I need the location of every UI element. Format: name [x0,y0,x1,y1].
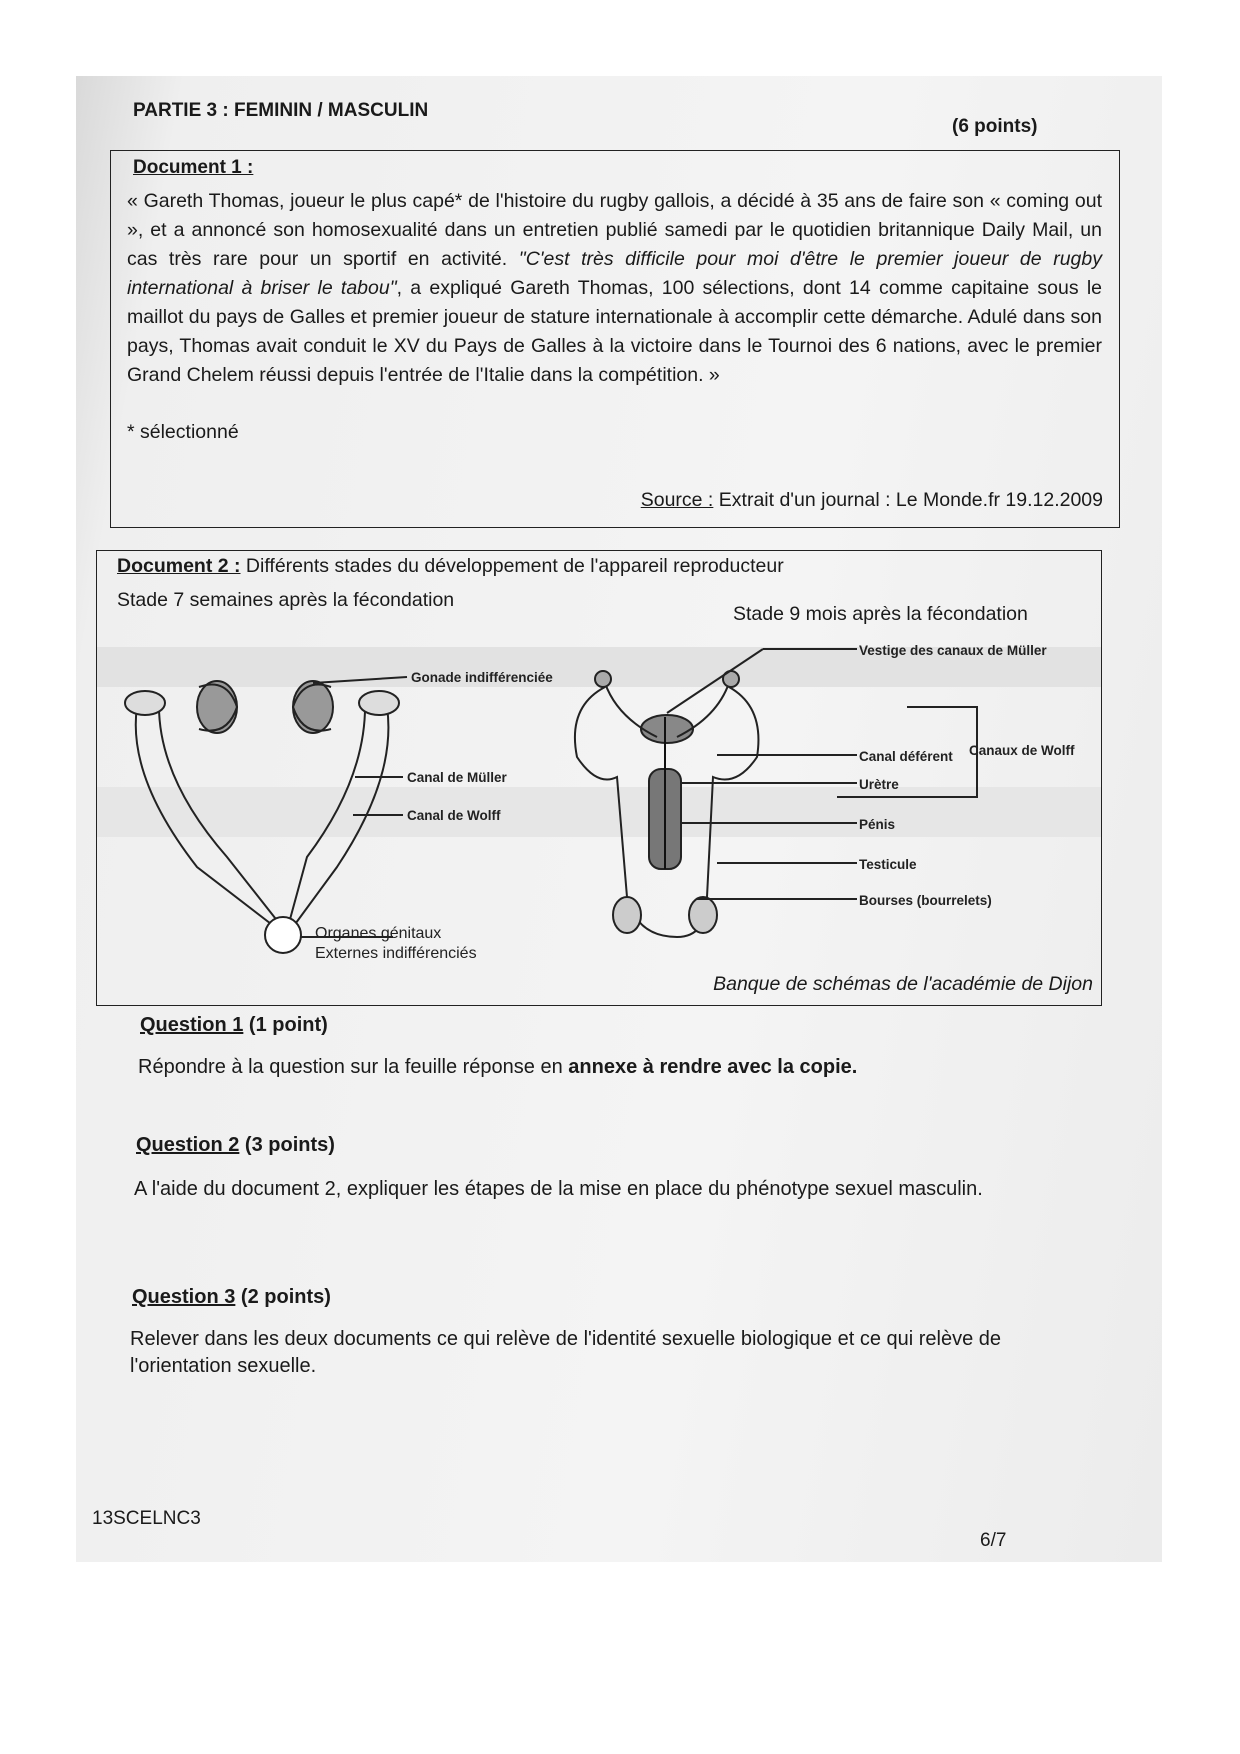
testicle-left [613,897,641,933]
question-2-points: (3 points) [239,1134,335,1156]
document-2-title: Différents stades du développement de l'appareil reproducteur [240,555,784,577]
gonad-left [197,681,237,733]
label-organes-1: Organes génitaux [315,925,442,942]
label-testicule: Testicule [859,857,917,872]
document-2-box [96,550,1102,1006]
external-genitalia [265,917,301,953]
question-1-text-bold: annexe à rendre avec la copie. [568,1056,858,1078]
document-2-source: Banque de schémas de l'académie de Dijon [713,973,1093,995]
document-1-text-part-a: « Gareth Thomas, joueur le plus capé* de l'histoire du rugby gallois, a décidé à 35 ans de faire son « coming out », et a annoncé son homosexualité dans un entretien publié samedi par le quotidien britannique Daily Mail, un cas très rare pour un sportif en activité. [127,190,1102,270]
diagram-band [97,787,1101,837]
epididymis-left [595,671,611,687]
stage-9-months-label: Stade 9 mois après la fécondation [733,603,1028,625]
question-1-text-a: Répondre à la question sur la feuille réponse en [138,1056,569,1078]
document-1-label: Document 1 : [133,157,254,178]
document-2-label: Document 2 : [117,555,241,577]
part-title: PARTIE 3 : FEMININ / MASCULIN [133,100,429,121]
question-2-text: A l'aide du document 2, expliquer les étapes de la mise en place du phénotype sexuel masculin. [134,1178,983,1200]
label-vestige: Vestige des canaux de Müller [859,643,1047,658]
exam-code: 13SCELNC3 [92,1508,201,1529]
reproductive-system-diagram [97,637,1101,967]
question-1-text [138,1056,1098,1079]
document-1-footnote: * sélectionné [127,421,239,443]
label-canaux-wolff: Canaux de Wolff [969,743,1075,758]
label-uretre: Urètre [859,777,899,792]
label-wolff: Canal de Wolff [407,808,501,823]
document-1-source-text: Extrait d'un journal : Le Monde.fr 19.12.2009 [713,489,1103,511]
label-canal-deferent: Canal déférent [859,749,953,764]
document-1-text [127,187,1102,390]
question-2-heading [136,1134,335,1157]
document-1-source [641,489,1103,512]
document-1-box [110,150,1120,528]
gonad-right [293,681,333,733]
question-1-title: Question 1 [140,1014,244,1036]
funnel-right [359,691,399,715]
label-organes-2: Externes indifférenciés [315,945,477,962]
question-2-title: Question 2 [136,1134,240,1156]
funnel-left [125,691,165,715]
label-bourses: Bourses (bourrelets) [859,893,992,908]
document-1-text-part-b: , a expliqué Gareth Thomas, 100 sélections, dont 14 comme capitaine sous le maillot du pays de Galles et premier joueur de stature internationale à accomplir cette démarche. Adulé dans son pays, Thomas avait conduit le XV du Pays de Galles à la victoire dans le Tournoi des 6 nations, avec le premier Grand Chelem réussi depuis l'entrée de l'Italie dans la compétition. » [127,277,1102,386]
question-3-heading [132,1286,331,1309]
stage-7-weeks-label: Stade 7 semaines après la fécondation [117,589,455,611]
muller-vestige [641,715,693,743]
question-3-text: Relever dans les deux documents ce qui relève de l'identité sexuelle biologique et ce qui relève de l'orientation sexuelle. [130,1328,1002,1377]
part-points: (6 points) [952,116,1038,137]
question-1-points: (1 point) [243,1014,328,1036]
question-3-title: Question 3 [132,1286,236,1308]
question-1-heading [140,1014,328,1037]
document-2-heading [117,555,784,578]
testicle-right [689,897,717,933]
label-penis: Pénis [859,817,896,832]
label-muller: Canal de Müller [407,770,507,785]
page-number: 6/7 [980,1530,1007,1551]
label-gonade: Gonade indifférenciée [411,670,553,685]
document-1-quote: "C'est très difficile pour moi d'être le premier joueur de rugby international à briser le tabou" [127,248,1102,299]
document-1-source-label: Source : [640,489,714,511]
question-3-points: (2 points) [235,1286,331,1308]
